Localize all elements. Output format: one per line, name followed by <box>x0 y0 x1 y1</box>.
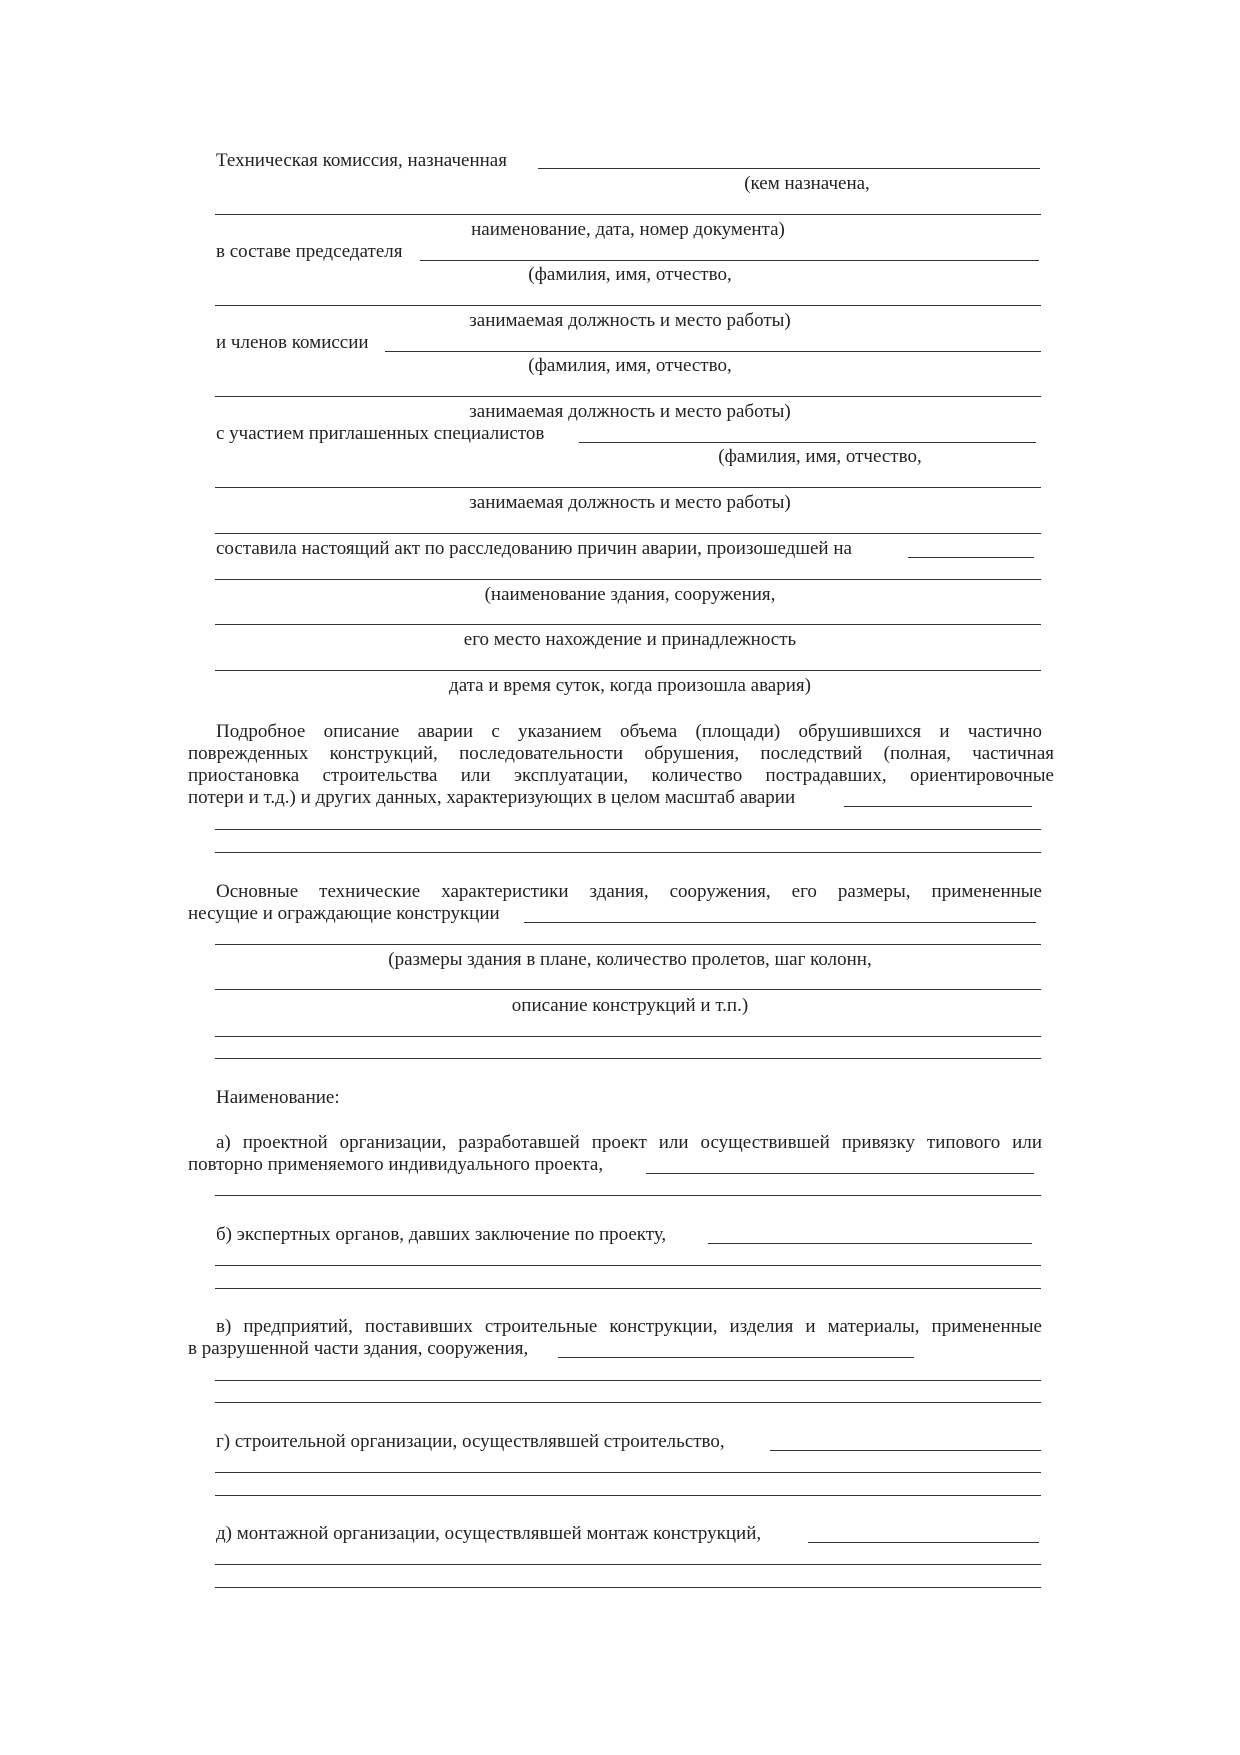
commission-label: Техническая комиссия, назначенная <box>216 150 507 171</box>
hint-position-2: занимаемая должность и место работы) <box>469 401 791 422</box>
blank-line[interactable] <box>215 670 1041 671</box>
characteristics-field-line[interactable] <box>524 922 1036 923</box>
item-v-field-line[interactable] <box>558 1357 914 1358</box>
act-field-line[interactable] <box>908 557 1034 558</box>
blank-line[interactable] <box>215 1265 1041 1266</box>
blank-line[interactable] <box>215 1495 1041 1496</box>
members-field-line[interactable] <box>385 351 1041 352</box>
blank-line[interactable] <box>215 1380 1041 1381</box>
item-v-line-2: в разрушенной части здания, сооружения, <box>188 1338 529 1359</box>
blank-line[interactable] <box>215 989 1041 990</box>
specialists-label: с участием приглашенных специалистов <box>216 423 545 444</box>
item-d-label: д) монтажной организации, осуществлявшей монтаж конструкций, <box>216 1523 762 1544</box>
hint-position-1: занимаемая должность и место работы) <box>469 310 791 331</box>
blank-line[interactable] <box>215 1564 1041 1565</box>
item-g-label: г) строительной организации, осуществлявшей строительство, <box>216 1431 725 1452</box>
hint-position-3: занимаемая должность и место работы) <box>469 492 791 513</box>
hint-datetime: дата и время суток, когда произошла авария) <box>449 675 811 696</box>
characteristics-line-1: Основные технические характеристики здания, сооружения, его размеры, примененные <box>216 881 1042 902</box>
hint-building-name: (наименование здания, сооружения, <box>484 584 776 605</box>
members-label: и членов комиссии <box>216 332 369 353</box>
item-b-label: б) экспертных органов, давших заключение по проекту, <box>216 1224 667 1245</box>
description-field-line[interactable] <box>844 806 1032 807</box>
blank-line[interactable] <box>215 396 1041 397</box>
item-a-line-2: повторно применяемого индивидуального проекта, <box>188 1154 604 1175</box>
hint-fio-1: (фамилия, имя, отчество, <box>528 264 732 285</box>
naming-header: Наименование: <box>216 1087 340 1108</box>
item-b-field-line[interactable] <box>708 1243 1032 1244</box>
blank-line[interactable] <box>215 1472 1041 1473</box>
description-line-2: поврежденных конструкций, последовательности обрушения, последствий (полная, частичная <box>188 743 1054 764</box>
blank-line[interactable] <box>215 829 1041 830</box>
hint-dimensions: (размеры здания в плане, количество пролетов, шаг колонн, <box>388 949 872 970</box>
blank-line[interactable] <box>215 487 1041 488</box>
blank-line[interactable] <box>215 533 1041 534</box>
blank-line[interactable] <box>215 852 1041 853</box>
hint-fio-3: (фамилия, имя, отчество, <box>718 446 922 467</box>
description-line-3: приостановка строительства или эксплуатации, количество пострадавших, ориентировочные <box>188 765 1054 786</box>
hint-by-whom: (кем назначена, <box>744 173 870 194</box>
chairman-field-line[interactable] <box>420 260 1039 261</box>
hint-structures: описание конструкций и т.п.) <box>511 995 749 1016</box>
blank-line[interactable] <box>215 305 1041 306</box>
specialists-field-line[interactable] <box>579 442 1036 443</box>
item-v-line-1: в) предприятий, поставивших строительные конструкции, изделия и материалы, примененные <box>216 1316 1042 1337</box>
blank-line[interactable] <box>215 1036 1041 1037</box>
blank-line[interactable] <box>215 1195 1041 1196</box>
blank-line[interactable] <box>215 624 1041 625</box>
blank-line[interactable] <box>215 214 1041 215</box>
characteristics-line-2: несущие и ограждающие конструкции <box>188 903 500 924</box>
description-line-1: Подробное описание аварии с указанием объема (площади) обрушившихся и частично <box>216 721 1042 742</box>
hint-doc-details: наименование, дата, номер документа) <box>471 219 785 240</box>
description-line-4: потери и т.д.) и других данных, характеризующих в целом масштаб аварии <box>188 787 796 808</box>
item-a-field-line[interactable] <box>646 1173 1034 1174</box>
blank-line[interactable] <box>215 1587 1041 1588</box>
blank-line[interactable] <box>215 1288 1041 1289</box>
item-d-field-line[interactable] <box>808 1542 1039 1543</box>
hint-fio-2: (фамилия, имя, отчество, <box>528 355 732 376</box>
chairman-label: в составе председателя <box>216 241 403 262</box>
item-a-line-1: а) проектной организации, разработавшей проект или осуществившей привязку типового или <box>216 1132 1042 1153</box>
item-g-field-line[interactable] <box>770 1450 1041 1451</box>
blank-line[interactable] <box>215 1058 1041 1059</box>
commission-field-line[interactable] <box>538 168 1040 169</box>
act-label: составила настоящий акт по расследованию причин аварии, произошедшей на <box>216 538 852 559</box>
hint-location: его место нахождение и принадлежность <box>463 629 797 650</box>
blank-line[interactable] <box>215 1402 1041 1403</box>
blank-line[interactable] <box>215 579 1041 580</box>
blank-line[interactable] <box>215 944 1041 945</box>
